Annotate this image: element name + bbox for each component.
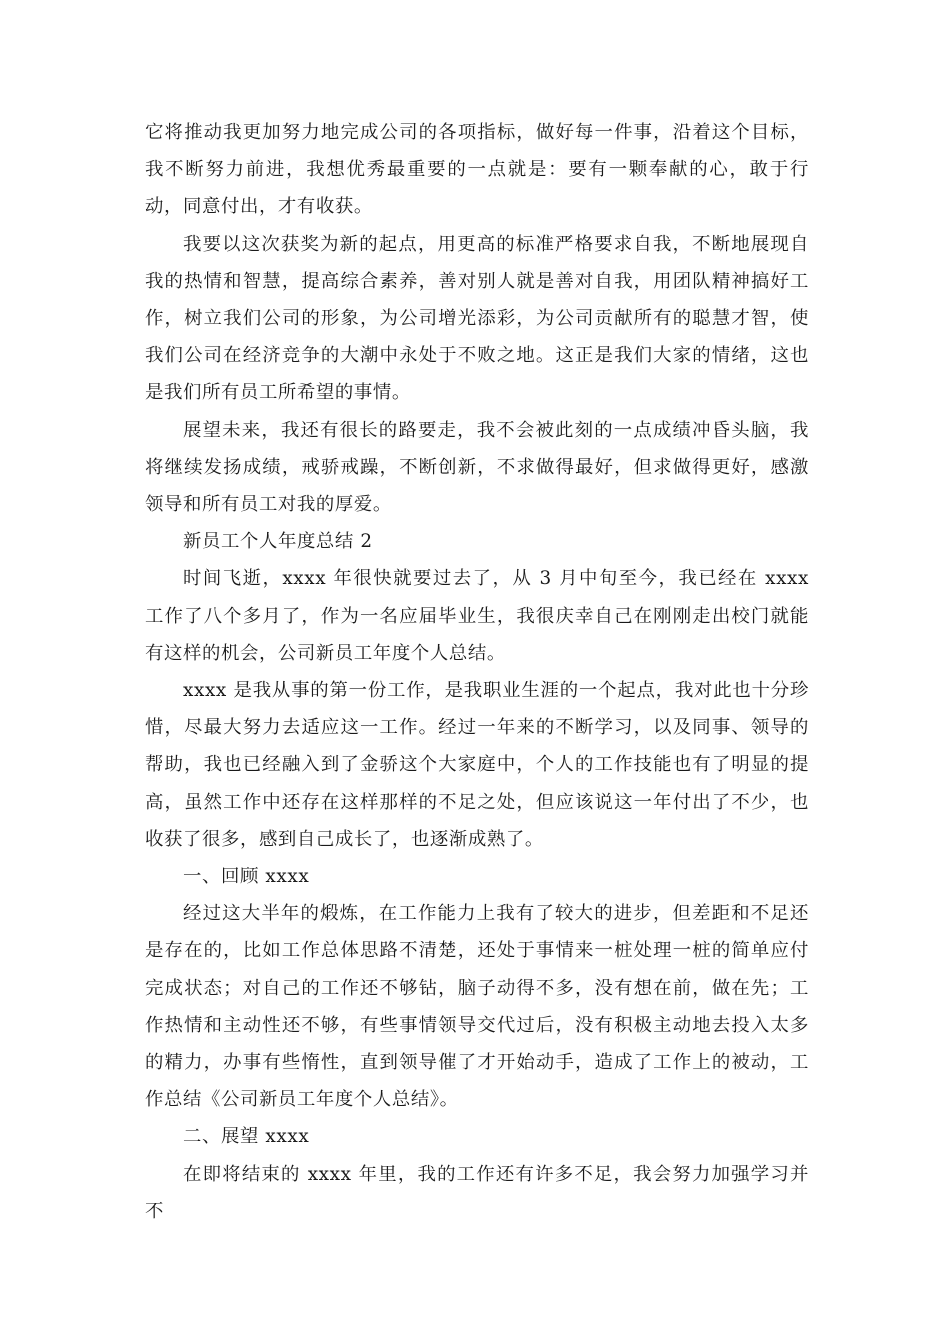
- paragraph-outlook-start: 在即将结束的 xxxx 年里，我的工作还有许多不足，我会努力加强学习并不: [145, 1163, 809, 1222]
- section-title-summary-2: 新员工个人年度总结 2: [183, 531, 373, 553]
- document-body: [145, 114, 809, 1230]
- paragraph-first-job: xxxx 是我从事的第一份工作，是我职业生涯的一个起点，我对此也十分珍惜，尽最大努力去适应这一工作。经过一年来的不断学习，以及同事、领导的帮助，我也已经融入到了金骄这个大家庭中，个人的工作技能也有了明显的提高，虽然工作中还存在这样那样的不足之处，但应该说这一年付出了不少，也收获了很多，感到自己成长了，也逐渐成熟了。: [145, 680, 809, 850]
- paragraph-award-commitment: 我要以这次获奖为新的起点，用更高的标准严格要求自我，不断地展现自我的热情和智慧，提高综合素养，善对别人就是善对自我，用团队精神搞好工作，树立我们公司的形象，为公司增光添彩，为公司贡献所有的聪慧才智，使我们公司在经济竞争的大潮中永处于不败之地。这正是我们大家的情绪，这也是我们所有员工所希望的事情。: [145, 233, 809, 404]
- section-heading-outlook: 二、展望 xxxx: [183, 1126, 310, 1148]
- paragraph-future-outlook: 展望未来，我还有很长的路要走，我不会被此刻的一点成绩冲昏头脑，我将继续发扬成绩，戒骄戒躁，不断创新，不求做得最好，但求做得更好，感激领导和所有员工对我的厚爱。: [145, 419, 809, 516]
- paragraph-time-flies: 时间飞逝，xxxx 年很快就要过去了，从 3 月中旬至今，我已经在 xxxx 工作了八个多月了，作为一名应届毕业生，我很庆幸自己在刚刚走出校门就能有这样的机会，公司新员工年度个人总结。: [145, 568, 809, 664]
- section-heading-review: 一、回顾 xxxx: [183, 866, 310, 888]
- paragraph-review-details: 经过这大半年的煅炼，在工作能力上我有了较大的进步，但差距和不足还是存在的，比如工作总体思路不清楚，还处于事情来一桩处理一桩的简单应付完成状态；对自己的工作还不够钻，脑子动得不多，没有想在前，做在先；工作热情和主动性还不够，有些事情领导交代过后，没有积极主动地去投入太多的精力，办事有些惰性，直到领导催了才开始动手，造成了工作上的被动，工作总结《公司新员工年度个人总结》。: [145, 903, 809, 1111]
- paragraph-continuation: 它将推动我更加努力地完成公司的各项指标，做好每一件事，沿着这个目标，我不断努力前进，我想优秀最重要的一点就是：要有一颗奉献的心，敢于行动，同意付出，才有收获。: [145, 122, 809, 218]
